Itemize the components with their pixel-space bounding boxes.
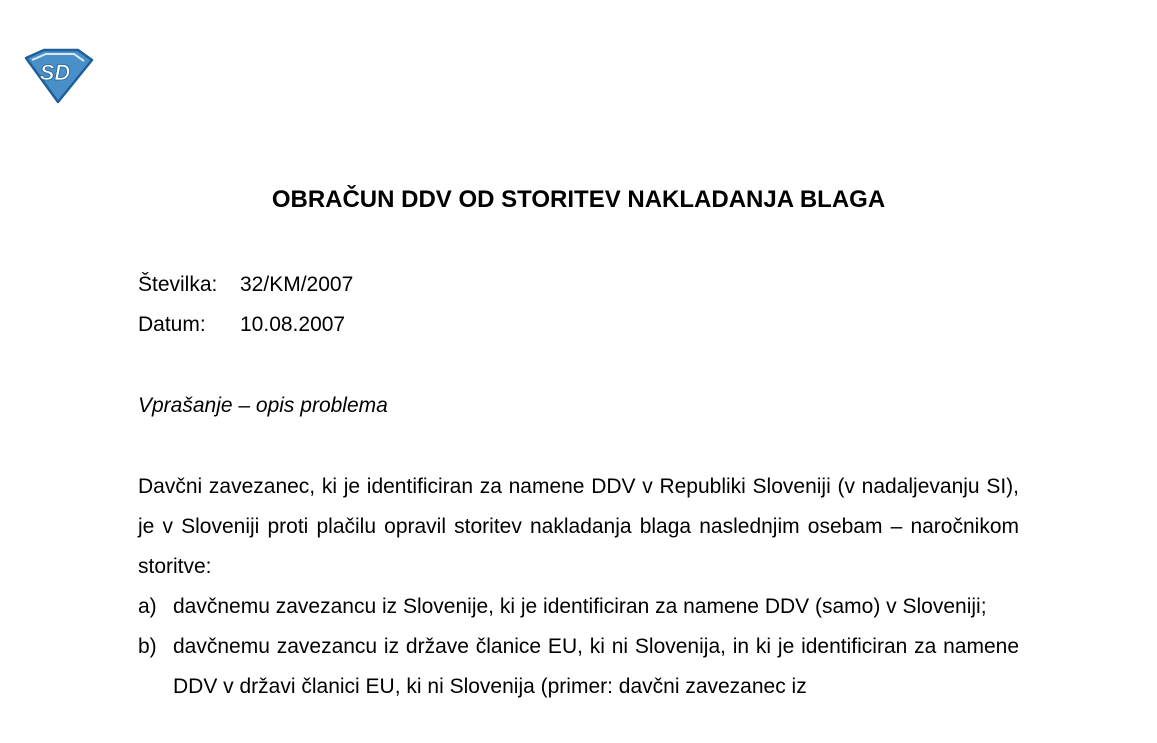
- number-label: Številka:: [138, 273, 218, 296]
- sd-shield-logo-icon: [22, 48, 96, 104]
- meta-number-row: [138, 272, 354, 298]
- list-marker: b): [138, 635, 157, 658]
- list-item-text: davčnemu zavezancu iz države članice EU, ki ni Slovenija, in ki je identificiran za namene DDV v državi članici EU, ki ni Slovenija (primer: davčni zavezanec iz: [173, 635, 1019, 698]
- list-marker: a): [138, 595, 157, 618]
- date-value: 10.08.2007: [240, 313, 346, 336]
- document-title: OBRAČUN DDV OD STORITEV NAKLADANJA BLAGA: [271, 186, 886, 213]
- date-label: Datum:: [138, 313, 206, 336]
- logo-letters: SD: [39, 60, 71, 85]
- meta-date-row: [138, 312, 346, 338]
- intro-paragraph: Davčni zavezanec, ki je identificiran za namene DDV v Republiki Sloveniji (v nadaljevanju SI), je v Sloveniji proti plačilu opravil storitev nakladanja blaga naslednjim osebam – naročnikom storitve:: [138, 475, 1019, 578]
- list-item: [138, 587, 1019, 627]
- question-heading: Vprašanje – opis problema: [138, 394, 388, 417]
- company-logo: [22, 48, 96, 104]
- number-value: 32/KM/2007: [240, 273, 354, 296]
- list-item: [138, 627, 1019, 707]
- recipient-list: [138, 587, 1019, 707]
- list-item-text: davčnemu zavezancu iz Slovenije, ki je identificiran za namene DDV (samo) v Sloveniji;: [173, 595, 987, 618]
